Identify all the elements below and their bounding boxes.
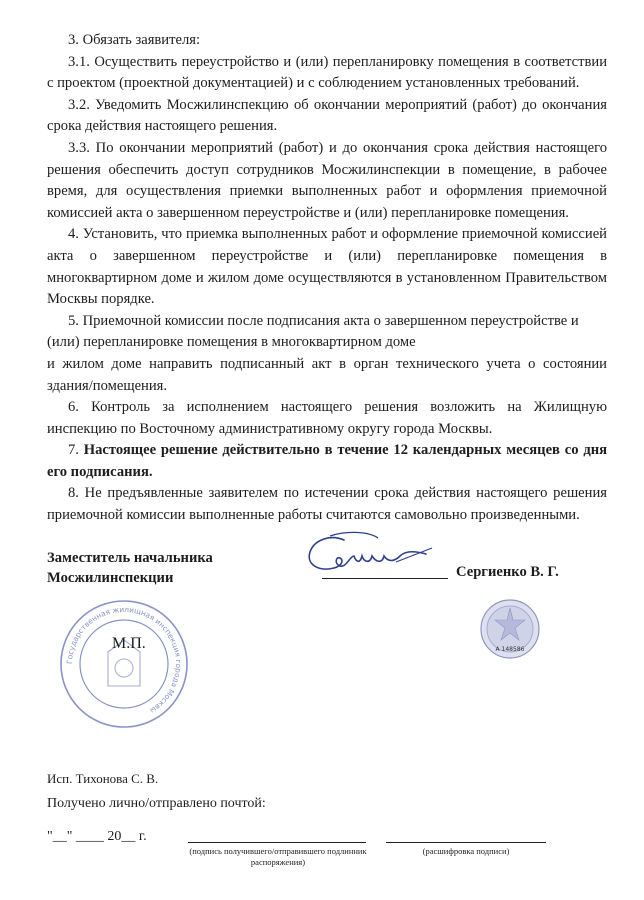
decision-body (47, 30, 607, 527)
signature-line (322, 578, 448, 579)
item-6: 6. Контроль за исполнением настоящего решения возложить на Жилищную инспекцию по Восточному административному округу города Москвы. (47, 399, 607, 437)
item-7 (47, 440, 607, 483)
stamp-ring-text: Государственная жилищная инспекция города Москвы (64, 604, 184, 716)
seal-place-label: М.П. (112, 635, 146, 652)
round-stamp (58, 598, 190, 730)
item-3-1: 3.1. Осуществить переустройство и (или) перепланировку помещения в соответствии с проектом (проектной документацией) и с соблюдением установленных требований. (47, 53, 607, 92)
item-7-validity-text: Настоящее решение действительно в течение 12 календарных месяцев со дня его подписания. (47, 442, 608, 480)
signatory-title (47, 548, 213, 588)
signatory-title-line1: Заместитель начальника (47, 550, 213, 566)
item-5-continued: и жилом доме направить подписанный акт в орган технического учета о состоянии здания/помещения. (47, 355, 607, 394)
embossed-seal (479, 598, 541, 660)
signature-decoding-line (386, 842, 546, 843)
signatory-name: Сергиенко В. Г. (456, 564, 559, 580)
item-5: 5. Приемочной комиссии после подписания акта о завершенном переустройстве и (или) перепланировке помещения в многоквартирном доме (47, 312, 579, 351)
item-8: 8. Не предъявленные заявителем по истечении срока действия настоящего решения приемочной комиссии выполненные работы считаются самовольно произведенными. (47, 485, 607, 524)
seal-number: А 148586 (495, 646, 525, 653)
item-4: 4. Установить, что приемка выполненных работ и оформление приемочной комиссией акта о завершенном переустройстве и (или) перепланировке помещения в многоквартирном доме и жилом доме осуществляются в установленном Правительством Москвы порядке. (47, 226, 607, 308)
recipient-signature-line (188, 842, 366, 843)
item-3: 3. Обязать заявителя: (68, 32, 201, 48)
signature-decoding-caption: (расшифровка подписи) (422, 846, 510, 856)
item-3-2: 3.2. Уведомить Мосжилинспекцию об окончании мероприятий (работ) до окончания срока действия настоящего решения. (47, 96, 607, 135)
svg-text:Государственная жилищная инспе (65, 605, 183, 715)
item-3-3: 3.3. По окончании мероприятий (работ) и до окончания срока действия настоящего решения обеспечить доступ сотрудников Мосжилинспекции в помещение, в рабочее время, для осуществления приемки выполненных работ и оформления приемочной комиссией акта о завершенном переустройстве и (или) перепланировке помещения. (47, 139, 607, 221)
recipient-signature-caption: (подпись получившего/отправившего подлинник распоряжения) (189, 846, 367, 867)
item-7-number: 7. (68, 442, 84, 459)
executor-note: Исп. Тихонова С. В. (47, 771, 159, 786)
signatory-title-line2: Мосжилинспекции (47, 570, 174, 586)
received-note: Получено лично/отправлено почтой: (47, 796, 266, 811)
date-blank: "__" ____ 20__ г. (47, 829, 147, 844)
